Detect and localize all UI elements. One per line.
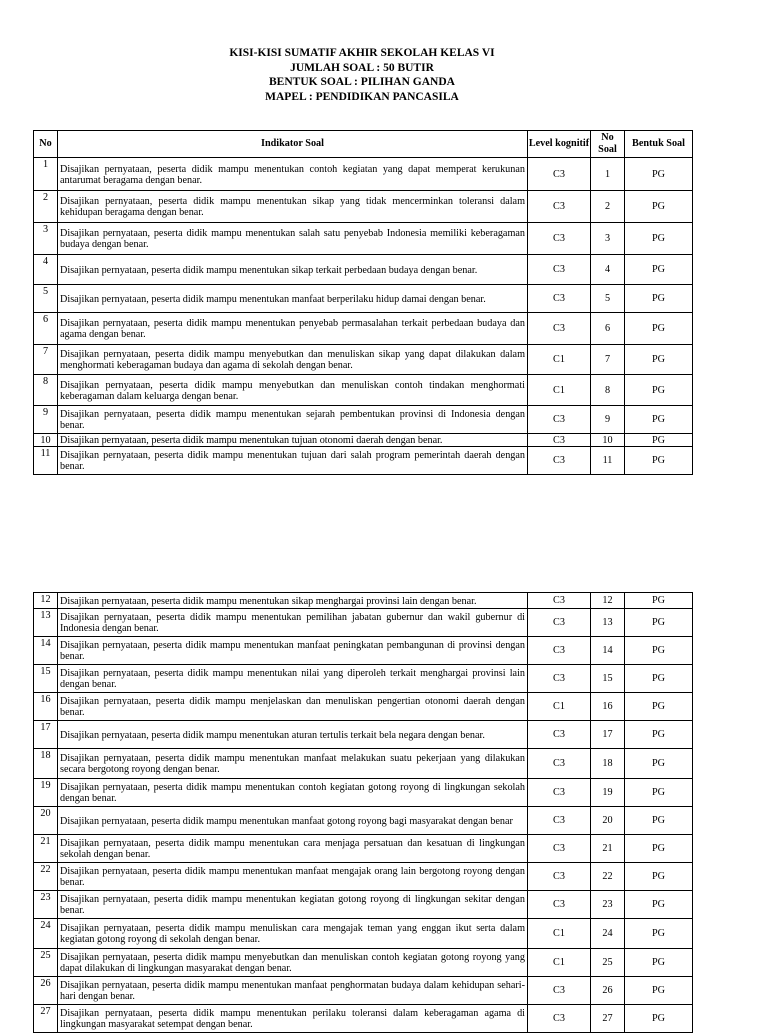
- row-indikator: Disajikan pernyataan, peserta didik mampu menentukan aturan tertulis terkait bela negara dengan benar.: [58, 721, 528, 749]
- row-indikator: Disajikan pernyataan, peserta didik mampu menentukan manfaat penghormatan budaya dalam kehidupan sehari-hari dengan benar.: [58, 977, 528, 1005]
- header-level: Level kognitif: [528, 131, 591, 158]
- row-no: 13: [34, 609, 58, 637]
- row-bentuk-soal: PG: [625, 749, 693, 779]
- table-row: [34, 609, 693, 637]
- row-no-soal: 1: [591, 158, 625, 191]
- row-indikator: Disajikan pernyataan, peserta didik mampu menjelaskan dan menuliskan pengertian otonomi daerah dengan benar.: [58, 693, 528, 721]
- row-no-soal: 5: [591, 285, 625, 313]
- table-row: [34, 345, 693, 375]
- table-row: [34, 919, 693, 949]
- row-bentuk-soal: PG: [625, 665, 693, 693]
- table-row: [34, 223, 693, 255]
- kisi-kisi-table-page-2: [33, 592, 693, 1033]
- header-no: No: [34, 131, 58, 158]
- row-no: 18: [34, 749, 58, 779]
- row-indikator: Disajikan pernyataan, peserta didik mampu menentukan tujuan otonomi daerah dengan benar.: [58, 434, 528, 447]
- table-body-page-2: [34, 593, 693, 1033]
- bentuk-soal: BENTUK SOAL : PILIHAN GANDA: [269, 76, 455, 88]
- row-bentuk-soal: PG: [625, 593, 693, 609]
- row-level-kognitif: C3: [528, 721, 591, 749]
- row-indikator: Disajikan pernyataan, peserta didik mampu menuliskan cara mengajak teman yang enggan ikut serta dalam kegiatan gotong royong di sekolah dengan benar.: [58, 919, 528, 949]
- document-title: KISI-KISI SUMATIF AKHIR SEKOLAH KELAS VI: [229, 47, 495, 59]
- table-row: [34, 285, 693, 313]
- row-level-kognitif: C3: [528, 1005, 591, 1033]
- row-indikator: Disajikan pernyataan, peserta didik mampu menentukan contoh kegiatan yang dapat memperat kerukunan antarumat beragama dengan benar.: [58, 158, 528, 191]
- row-bentuk-soal: PG: [625, 285, 693, 313]
- row-indikator: Disajikan pernyataan, peserta didik mampu menentukan manfaat gotong royong bagi masyarakat dengan benar: [58, 807, 528, 835]
- row-no-soal: 11: [591, 447, 625, 475]
- row-no-soal: 15: [591, 665, 625, 693]
- row-bentuk-soal: PG: [625, 375, 693, 406]
- row-level-kognitif: C3: [528, 223, 591, 255]
- row-indikator: Disajikan pernyataan, peserta didik mampu menentukan perilaku toleransi dalam keberagaman agama di lingkungan masyarakat setempat dengan benar.: [58, 1005, 528, 1033]
- table-row: [34, 835, 693, 863]
- table-row: [34, 977, 693, 1005]
- row-no: 8: [34, 375, 58, 406]
- kisi-kisi-table-page-1: [33, 130, 693, 475]
- row-bentuk-soal: PG: [625, 255, 693, 285]
- row-indikator: Disajikan pernyataan, peserta didik mampu menentukan nilai yang diperoleh terkait menghargai provinsi lain dengan benar.: [58, 665, 528, 693]
- row-no: 20: [34, 807, 58, 835]
- row-no: 27: [34, 1005, 58, 1033]
- row-no-soal: 22: [591, 863, 625, 891]
- table-row: [34, 447, 693, 475]
- row-bentuk-soal: PG: [625, 891, 693, 919]
- row-level-kognitif: C3: [528, 637, 591, 665]
- row-bentuk-soal: PG: [625, 158, 693, 191]
- row-indikator: Disajikan pernyataan, peserta didik mampu menentukan manfaat peningkatan pembangunan di provinsi dengan benar.: [58, 637, 528, 665]
- row-no-soal: 27: [591, 1005, 625, 1033]
- row-bentuk-soal: PG: [625, 434, 693, 447]
- table-row: [34, 665, 693, 693]
- row-no: 24: [34, 919, 58, 949]
- row-no-soal: 17: [591, 721, 625, 749]
- table-row: [34, 255, 693, 285]
- row-bentuk-soal: PG: [625, 835, 693, 863]
- row-bentuk-soal: PG: [625, 721, 693, 749]
- table-row: [34, 949, 693, 977]
- row-level-kognitif: C3: [528, 447, 591, 475]
- row-level-kognitif: C3: [528, 807, 591, 835]
- table-row: [34, 749, 693, 779]
- table-row: [34, 779, 693, 807]
- row-level-kognitif: C3: [528, 835, 591, 863]
- row-no: 1: [34, 158, 58, 191]
- row-no-soal: 21: [591, 835, 625, 863]
- row-no: 2: [34, 191, 58, 223]
- row-no: 25: [34, 949, 58, 977]
- row-no-soal: 4: [591, 255, 625, 285]
- row-indikator: Disajikan pernyataan, peserta didik mampu menentukan pemilihan jabatan gubernur dan wakil gubernur di Indonesia dengan benar.: [58, 609, 528, 637]
- row-indikator: Disajikan pernyataan, peserta didik mampu menentukan sikap yang tidak mencerminkan toleransi dalam kehidupan beragama dengan benar.: [58, 191, 528, 223]
- jumlah-soal: JUMLAH SOAL : 50 BUTIR: [290, 61, 434, 74]
- row-level-kognitif: C3: [528, 434, 591, 447]
- row-no: 10: [34, 434, 58, 447]
- table-row: [34, 863, 693, 891]
- row-indikator: Disajikan pernyataan, peserta didik mampu menentukan manfaat berperilaku hidup damai dengan benar.: [58, 285, 528, 313]
- row-level-kognitif: C3: [528, 313, 591, 345]
- row-indikator: Disajikan pernyataan, peserta didik mampu menentukan kegiatan gotong royong di lingkungan sekitar dengan benar.: [58, 891, 528, 919]
- row-indikator: Disajikan pernyataan, peserta didik mampu menentukan tujuan dari salah program pemerintah daerah dengan benar.: [58, 447, 528, 475]
- mapel: MAPEL : PENDIDIKAN PANCASILA: [265, 90, 459, 103]
- row-no: 15: [34, 665, 58, 693]
- row-level-kognitif: C1: [528, 693, 591, 721]
- row-bentuk-soal: PG: [625, 313, 693, 345]
- row-no-soal: 13: [591, 609, 625, 637]
- row-bentuk-soal: PG: [625, 191, 693, 223]
- row-level-kognitif: C1: [528, 375, 591, 406]
- row-no-soal: 7: [591, 345, 625, 375]
- row-no: 26: [34, 977, 58, 1005]
- row-no-soal: 10: [591, 434, 625, 447]
- row-level-kognitif: C3: [528, 191, 591, 223]
- row-level-kognitif: C3: [528, 977, 591, 1005]
- table-row: [34, 593, 693, 609]
- table-row: [34, 313, 693, 345]
- row-no-soal: 23: [591, 891, 625, 919]
- row-no: 19: [34, 779, 58, 807]
- row-no-soal: 24: [591, 919, 625, 949]
- row-no-soal: 19: [591, 779, 625, 807]
- row-level-kognitif: C3: [528, 749, 591, 779]
- row-no-soal: 14: [591, 637, 625, 665]
- row-no: 12: [34, 593, 58, 609]
- row-bentuk-soal: PG: [625, 977, 693, 1005]
- row-indikator: Disajikan pernyataan, peserta didik mampu menentukan sejarah pembentukan provinsi di Indonesia dengan benar.: [58, 406, 528, 434]
- row-no: 6: [34, 313, 58, 345]
- row-level-kognitif: C3: [528, 593, 591, 609]
- row-bentuk-soal: PG: [625, 223, 693, 255]
- header-indikator: Indikator Soal: [58, 131, 528, 158]
- row-no: 22: [34, 863, 58, 891]
- table-row: [34, 191, 693, 223]
- row-bentuk-soal: PG: [625, 1005, 693, 1033]
- row-no-soal: 12: [591, 593, 625, 609]
- row-bentuk-soal: PG: [625, 345, 693, 375]
- row-indikator: Disajikan pernyataan, peserta didik mampu menyebutkan dan menuliskan contoh tindakan menghormati keberagaman dalam keluarga dengan benar.: [58, 375, 528, 406]
- row-no-soal: 2: [591, 191, 625, 223]
- row-level-kognitif: C3: [528, 255, 591, 285]
- row-no-soal: 3: [591, 223, 625, 255]
- row-level-kognitif: C3: [528, 406, 591, 434]
- row-no: 17: [34, 721, 58, 749]
- row-level-kognitif: C3: [528, 158, 591, 191]
- row-indikator: Disajikan pernyataan, peserta didik mampu menentukan manfaat mengajak orang lain bergotong royong dengan benar.: [58, 863, 528, 891]
- table-row: [34, 891, 693, 919]
- row-no: 5: [34, 285, 58, 313]
- row-no-soal: 16: [591, 693, 625, 721]
- row-bentuk-soal: PG: [625, 919, 693, 949]
- row-level-kognitif: C3: [528, 609, 591, 637]
- row-no: 23: [34, 891, 58, 919]
- row-indikator: Disajikan pernyataan, peserta didik mampu menentukan contoh kegiatan gotong royong di lingkungan sekolah dengan benar.: [58, 779, 528, 807]
- row-no-soal: 25: [591, 949, 625, 977]
- row-bentuk-soal: PG: [625, 693, 693, 721]
- row-indikator: Disajikan pernyataan, peserta didik mampu menentukan sikap menghargai provinsi lain dengan benar.: [58, 593, 528, 609]
- row-level-kognitif: C3: [528, 863, 591, 891]
- table-body-page-1: [34, 158, 693, 475]
- row-no: 21: [34, 835, 58, 863]
- row-no: 7: [34, 345, 58, 375]
- row-no: 4: [34, 255, 58, 285]
- row-no: 9: [34, 406, 58, 434]
- row-bentuk-soal: PG: [625, 609, 693, 637]
- row-bentuk-soal: PG: [625, 807, 693, 835]
- header-no-soal: No Soal: [591, 131, 625, 158]
- row-no-soal: 26: [591, 977, 625, 1005]
- row-level-kognitif: C1: [528, 919, 591, 949]
- row-no: 3: [34, 223, 58, 255]
- row-bentuk-soal: PG: [625, 863, 693, 891]
- table-row: [34, 693, 693, 721]
- row-no-soal: 9: [591, 406, 625, 434]
- table-row: [34, 807, 693, 835]
- row-no: 11: [34, 447, 58, 475]
- row-bentuk-soal: PG: [625, 637, 693, 665]
- row-level-kognitif: C1: [528, 949, 591, 977]
- row-indikator: Disajikan pernyataan, peserta didik mampu menentukan salah satu penyebab Indonesia memiliki keberagaman budaya dengan benar.: [58, 223, 528, 255]
- table-row: [34, 721, 693, 749]
- document-header: [0, 46, 724, 104]
- table-row: [34, 434, 693, 447]
- table-row: [34, 1005, 693, 1033]
- row-bentuk-soal: PG: [625, 779, 693, 807]
- table-row: [34, 158, 693, 191]
- row-indikator: Disajikan pernyataan, peserta didik mampu menyebutkan dan menuliskan sikap yang dapat dilakukan dalam menghormati keberagaman budaya dan agama di sekolah dengan benar.: [58, 345, 528, 375]
- row-no-soal: 20: [591, 807, 625, 835]
- row-indikator: Disajikan pernyataan, peserta didik mampu menentukan penyebab permasalahan terkait perbedaan budaya dan agama dengan benar.: [58, 313, 528, 345]
- row-bentuk-soal: PG: [625, 447, 693, 475]
- table-row: [34, 375, 693, 406]
- row-level-kognitif: C3: [528, 665, 591, 693]
- row-no-soal: 18: [591, 749, 625, 779]
- header-bentuk: Bentuk Soal: [625, 131, 693, 158]
- row-indikator: Disajikan pernyataan, peserta didik mampu menentukan sikap terkait perbedaan budaya dengan benar.: [58, 255, 528, 285]
- row-level-kognitif: C1: [528, 345, 591, 375]
- table-header-row: [34, 131, 693, 158]
- row-no-soal: 6: [591, 313, 625, 345]
- row-level-kognitif: C3: [528, 285, 591, 313]
- row-indikator: Disajikan pernyataan, peserta didik mampu menentukan cara menjaga persatuan dan kesatuan di lingkungan sekolah dengan benar.: [58, 835, 528, 863]
- row-no: 16: [34, 693, 58, 721]
- row-level-kognitif: C3: [528, 779, 591, 807]
- row-indikator: Disajikan pernyataan, peserta didik mampu menentukan manfaat melakukan suatu pekerjaan yang dilakukan secara bergotong royong dengan benar.: [58, 749, 528, 779]
- row-level-kognitif: C3: [528, 891, 591, 919]
- row-indikator: Disajikan pernyataan, peserta didik mampu menyebutkan dan menuliskan contoh kegiatan gotong royong yang dapat dilakukan di lingkungan masyarakat dengan benar.: [58, 949, 528, 977]
- row-no-soal: 8: [591, 375, 625, 406]
- table-row: [34, 406, 693, 434]
- row-bentuk-soal: PG: [625, 406, 693, 434]
- table-row: [34, 637, 693, 665]
- row-no: 14: [34, 637, 58, 665]
- row-bentuk-soal: PG: [625, 949, 693, 977]
